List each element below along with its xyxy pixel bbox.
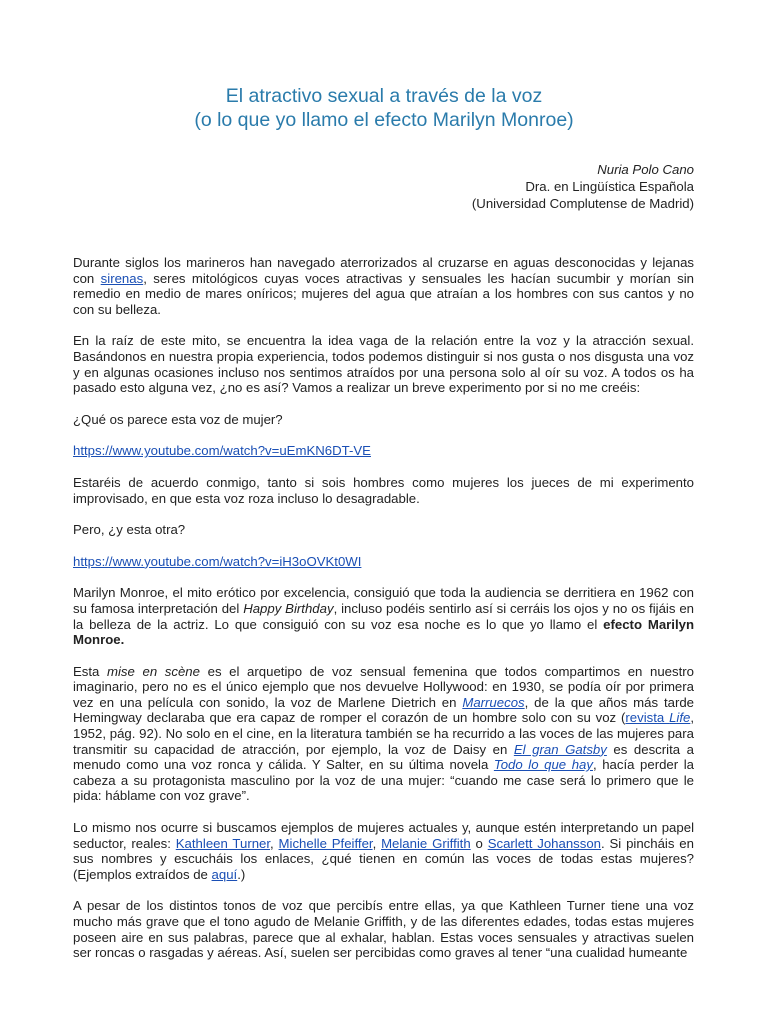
author-block [472, 161, 694, 212]
link-revista-life[interactable]: revista Life [625, 710, 691, 726]
question-esta-otra: Pero, ¿y esta otra? [73, 522, 186, 538]
document-body [73, 255, 694, 977]
paragraph-marilyn: Marilyn Monroe, el mito erótico por excelencia, consiguió que toda la audiencia se derritiera en 1962 con su famosa interpretación del Happy Birthday, incluso podéis sentirlo así si cerráis los ojos y no os fijáis en la belleza de la actriz. Lo que consiguió con su voz esa noche es lo que yo llamo el efecto Marilyn Monroe. [73, 585, 694, 648]
author-institution: (Universidad Complutense de Madrid) [471, 196, 694, 211]
link-scarlett-johansson[interactable]: Scarlett Johansson [487, 835, 602, 851]
paragraph-desagradable: Estaréis de acuerdo conmigo, tanto si sois hombres como mujeres los jueces de mi experimento improvisado, en que esta voz roza incluso lo desagradable. [73, 474, 694, 506]
paragraph-tonos-de-voz: A pesar de los distintos tonos de voz que percibís entre ellas, ya que Kathleen Turner tiene una voz mucho más grave que el tono agudo de Melanie Griffith, y de las diferentes edades, todas estas mujeres poseen aire en sus palabras, parece que al exhalar, hablan. Estas voces sensuales y atractivas suelen ser roncas o rasgadas y aéreas. Así, suelen ser percibidas como graves al tener “una cualidad humeante [73, 898, 694, 961]
link-sirenas[interactable]: sirenas [100, 270, 144, 286]
link-aqui[interactable]: aquí [211, 866, 238, 882]
paragraph-ejemplos-actuales: Lo mismo nos ocurre si buscamos ejemplos de mujeres actuales y, aunque estén interpretando un papel seductor, reales: Kathleen Turner, Michelle Pfeiffer, Melanie Griffith o Scarlett Johansson. Si pincháis en sus nombres y escucháis los enlaces, ¿qué tienen en común las voces de todas estas mujeres? (Ejemplos extraídos de aquí.) [73, 820, 694, 882]
youtube-link-2[interactable]: https://www.youtube.com/watch?v=iH3oOVKt0WI [73, 553, 362, 569]
link-kathleen-turner[interactable]: Kathleen Turner [175, 835, 271, 851]
paragraph-sirenas: Durante siglos los marineros han navegado aterrorizados al cruzarse en aguas desconocidas y lejanas con sirenas, seres mitológicos cuyas voces atractivas y sensuales les hacían sucumbir y morían sin remedio en medio de mares oníricos; mujeres del agua que atraían a los hombres con sus cantos y no con su belleza. [73, 255, 694, 317]
paragraph-link-2 [73, 554, 694, 570]
document-title [0, 84, 768, 132]
link-michelle-pfeiffer[interactable]: Michelle Pfeiffer [278, 835, 373, 851]
link-melanie-griffith[interactable]: Melanie Griffith [381, 835, 471, 851]
title-line-1: El atractivo sexual a través de la voz [225, 85, 543, 107]
paragraph-mise-en-scene: Esta mise en scène es el arquetipo de voz sensual femenina que todos compartimos en nuestro imaginario, pero no es el único ejemplo que nos devuelve Hollywood: en 1930, se podía oír por primera vez en una película con sonido, la voz de Marlene Dietrich en Marruecos, de la que años más tarde Hemingway declaraba que era capaz de romper el corazón de un hombre solo con su voz (revista Life, 1952, pág. 92). No solo en el cine, en la literatura también se ha recurrido a las voces de las mujeres para transmitir su capacidad de atracción, por ejemplo, la voz de Daisy en El gran Gatsby es descrita a menudo como una voz ronca y cálida. Y Salter, en su última novela Todo lo que hay, hacía perder la cabeza a su protagonista masculino por la voz de una mujer: “cuando me case será lo primero que le pida: háblame con voz grave”. [73, 663, 695, 804]
question-voz-mujer: ¿Qué os parece esta voz de mujer? [73, 411, 283, 427]
author-degree: Dra. en Lingüística Española [525, 179, 694, 194]
youtube-link-1[interactable]: https://www.youtube.com/watch?v=uEmKN6DT-VE [73, 443, 371, 459]
author-name: Nuria Polo Cano [597, 162, 694, 177]
title-line-2: (o lo que yo llamo el efecto Marilyn Monroe) [194, 109, 574, 131]
paragraph-link-1 [73, 443, 694, 459]
efecto-marilyn-bold: efecto Marilyn Monroe. [73, 616, 694, 648]
paragraph-mito: En la raíz de este mito, se encuentra la idea vaga de la relación entre la voz y la atracción sexual. Basándonos en nuestra propia experiencia, todos podemos distinguir si nos gusta o nos disgusta una voz y en algunas ocasiones incluso nos sentimos atraídos por una persona solo al oír su voz. A todos os ha pasado esto alguna vez, ¿no es así? Vamos a realizar un breve experimento por si no me creéis: [73, 333, 694, 396]
link-todo-lo-que-hay[interactable]: Todo lo que hay [493, 757, 593, 773]
link-gran-gatsby[interactable]: El gran Gatsby [513, 741, 607, 757]
link-marruecos[interactable]: Marruecos [462, 694, 525, 710]
